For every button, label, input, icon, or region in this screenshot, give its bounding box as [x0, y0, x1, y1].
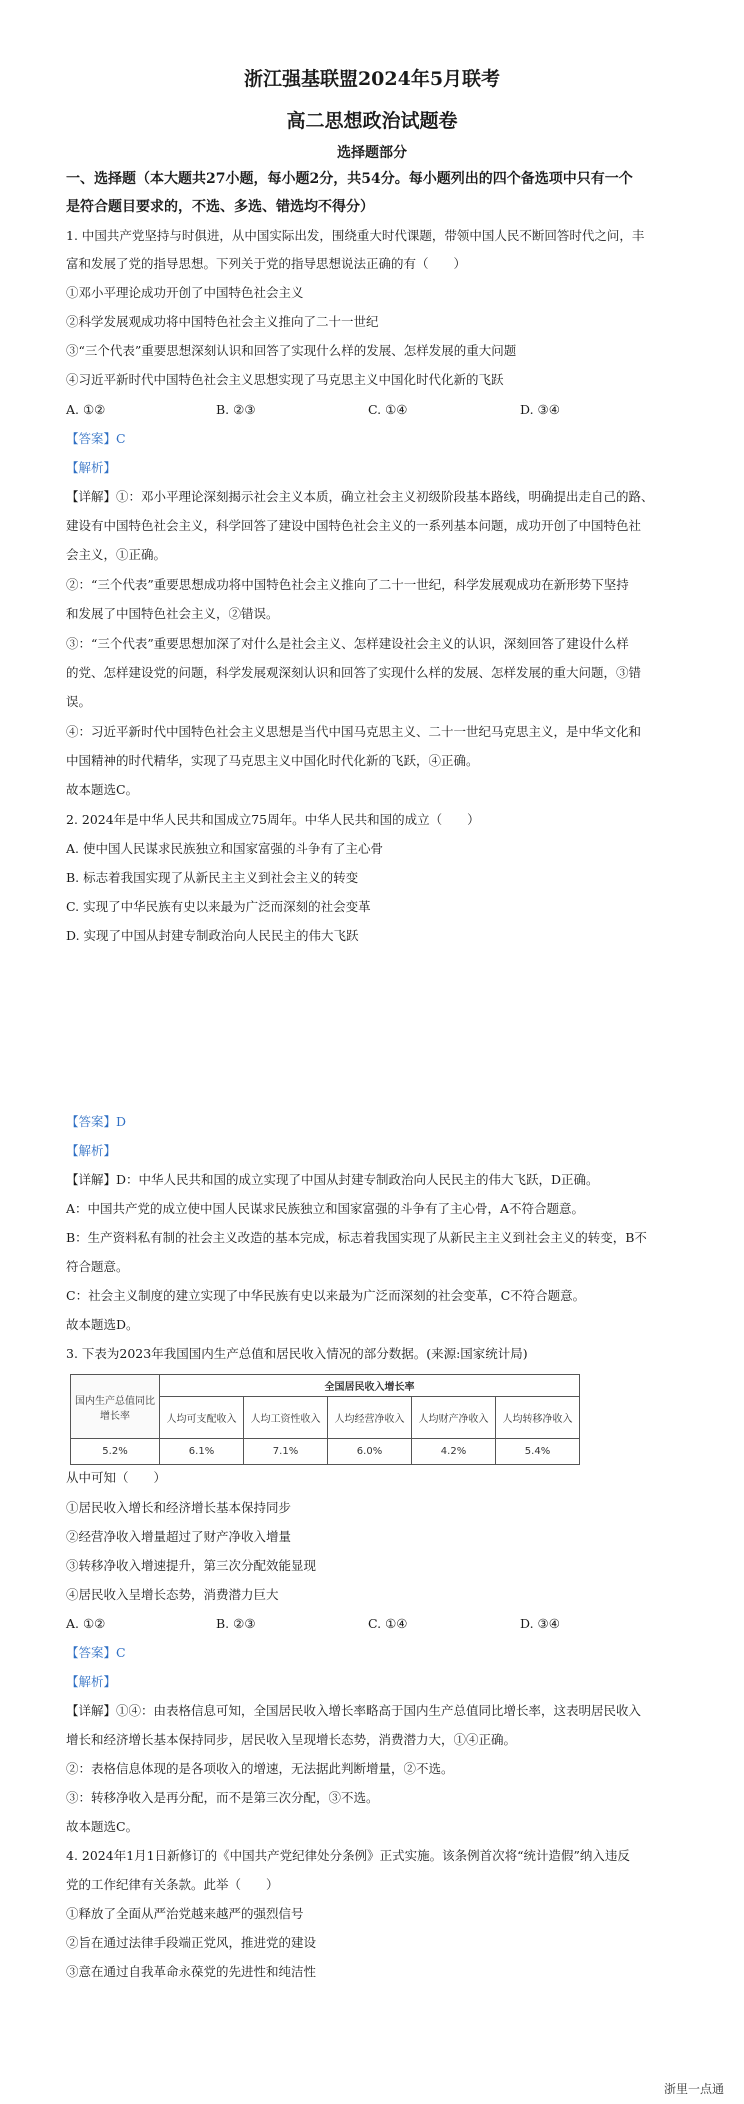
q4-statement-2: ②旨在通过法律手段端正党风，推进党的建设 — [66, 1935, 317, 1950]
col-header-property-income: 人均财产净收入 — [412, 1397, 496, 1439]
q3-explanation-line4: ③：转移净收入是再分配，而不是第三次分配，③不选。 — [66, 1790, 379, 1805]
exam-title: 浙江强基联盟2024年5月联考 — [243, 68, 501, 90]
q1-explanation-line2: 建设有中国特色社会主义，科学回答了建设中国特色社会主义的一系列基本问题，成功开创了中国特色社 — [66, 518, 642, 533]
q2-option-c: C. 实现了中华民族有史以来最为广泛而深刻的社会变革 — [66, 899, 371, 914]
q1-explanation-line3: 会主义，①正确。 — [66, 547, 167, 562]
q1-option-d: D. ③④ — [520, 402, 560, 417]
transfer-income-value: 5.4% — [496, 1439, 580, 1465]
q4-stem-line2: 党的工作纪律有关条款。此举（ ） — [66, 1877, 279, 1892]
q1-option-c: C. ①④ — [368, 402, 408, 417]
disposable-income-value: 6.1% — [160, 1439, 244, 1465]
q4-stem-line1: 4. 2024年1月1日新修订的《中国共产党纪律处分条例》正式实施。该条例首次将“统计造假”纳入违反 — [66, 1848, 630, 1863]
q3-conclusion: 故本题选C。 — [66, 1819, 139, 1834]
col-header-transfer-income: 人均转移净收入 — [496, 1397, 580, 1439]
q1-statement-2: ②科学发展观成功将中国特色社会主义推向了二十一世纪 — [66, 314, 379, 329]
q1-option-b: B. ②③ — [216, 402, 256, 417]
q1-explanation-line10: 中国精神的时代精华，实现了马克思主义中国化时代化新的飞跃，④正确。 — [66, 753, 479, 768]
q1-stem-line2: 富和发展了党的指导思想。下列关于党的指导思想说法正确的有（ ） — [66, 256, 467, 271]
q3-statement-2: ②经营净收入增量超过了财产净收入增量 — [66, 1529, 292, 1544]
q1-conclusion: 故本题选C。 — [66, 782, 139, 797]
q1-analysis-label: 【解析】 — [66, 460, 117, 475]
gdp-growth-header: 国内生产总值同比增长率 — [71, 1375, 160, 1439]
q1-explanation-line9: ④：习近平新时代中国特色社会主义思想是当代中国马克思主义、二十一世纪马克思主义，是中华文化和 — [66, 724, 642, 739]
q2-option-a: A. 使中国人民谋求民族独立和国家富强的斗争有了主心骨 — [66, 841, 383, 856]
q1-explanation-line8: 误。 — [66, 694, 92, 709]
q3-statement-3: ③转移净收入增速提升，第三次分配效能显现 — [66, 1558, 317, 1573]
q3-explanation-line2: 增长和经济增长基本保持同步，居民收入呈现增长态势，消费潜力大，①④正确。 — [66, 1732, 517, 1747]
q1-explanation-line5: 和发展了中国特色社会主义，②错误。 — [66, 606, 279, 621]
q1-explanation-line4: ②：“三个代表”重要思想成功将中国特色社会主义推向了二十一世纪，科学发展观成功在新形势下坚持 — [66, 577, 629, 592]
q2-explanation-line1: 【详解】D：中华人民共和国的成立实现了中国从封建专制政治向人民民主的伟大飞跃，D正确。 — [66, 1172, 599, 1187]
wage-income-value: 7.1% — [244, 1439, 328, 1465]
q2-explanation-line3: B：生产资料私有制的社会主义改造的基本完成，标志着我国实现了从新民主主义到社会主义的转变，B不 — [66, 1230, 647, 1245]
section-instruction-line1: 一、选择题（本大题共27小题，每小题2分，共54分。每小题列出的四个备选项中只有一个 — [66, 171, 633, 187]
col-header-business-income: 人均经营净收入 — [328, 1397, 412, 1439]
q1-statement-4: ④习近平新时代中国特色社会主义思想实现了马克思主义中国化时代化新的飞跃 — [66, 372, 504, 387]
q4-statement-1: ①释放了全面从严治党越来越严的强烈信号 — [66, 1906, 304, 1921]
part-heading: 选择题部分 — [337, 145, 407, 161]
col-header-disposable-income: 人均可支配收入 — [160, 1397, 244, 1439]
q1-explanation-line6: ③：“三个代表”重要思想加深了对什么是社会主义、怎样建设社会主义的认识，深刻回答了建设什么样 — [66, 636, 629, 651]
q1-stem-line1: 1. 中国共产党坚持与时俱进，从中国实际出发，围绕重大时代课题，带领中国人民不断回答时代之问，丰 — [66, 228, 645, 243]
footer-watermark: 浙里一点通 — [663, 2082, 724, 2096]
q1-answer: 【答案】C — [66, 431, 126, 446]
q2-option-d: D. 实现了中国从封建专制政治向人民民主的伟大飞跃 — [66, 928, 359, 943]
q2-explanation-line5: C：社会主义制度的建立实现了中华民族有史以来最为广泛而深刻的社会变革，C不符合题意。 — [66, 1288, 586, 1303]
property-income-value: 4.2% — [412, 1439, 496, 1465]
q1-explanation-line7: 的党、怎样建设党的问题，科学发展观深刻认识和回答了实现什么样的发展、怎样发展的重大问题，③错 — [66, 665, 642, 680]
q2-answer: 【答案】D — [66, 1114, 127, 1129]
q1-statement-3: ③“三个代表”重要思想深刻认识和回答了实现什么样的发展、怎样发展的重大问题 — [66, 343, 517, 358]
q3-analysis-label: 【解析】 — [66, 1674, 117, 1689]
q3-option-c: C. ①④ — [368, 1616, 408, 1631]
q3-question: 从中可知（ ） — [66, 1470, 167, 1485]
gdp-growth-value: 5.2% — [71, 1439, 160, 1465]
q1-option-a: A. ①② — [66, 402, 106, 417]
q3-stem: 3. 下表为2023年我国国内生产总值和居民收入情况的部分数据。(来源:国家统计局) — [66, 1346, 528, 1361]
q3-explanation-line1: 【详解】①④：由表格信息可知，全国居民收入增长率略高于国内生产总值同比增长率，这表明居民收入 — [66, 1703, 642, 1718]
income-data-table — [70, 1374, 580, 1465]
col-header-wage-income: 人均工资性收入 — [244, 1397, 328, 1439]
q1-statement-1: ①邓小平理论成功开创了中国特色社会主义 — [66, 285, 304, 300]
q2-explanation-line4: 符合题意。 — [66, 1259, 129, 1274]
q3-option-d: D. ③④ — [520, 1616, 560, 1631]
q2-option-b: B. 标志着我国实现了从新民主主义到社会主义的转变 — [66, 870, 359, 885]
section-instruction-line2: 是符合题目要求的，不选、多选、错选均不得分） — [66, 199, 374, 215]
q2-explanation-line2: A：中国共产党的成立使中国人民谋求民族独立和国家富强的斗争有了主心骨，A不符合题意。 — [66, 1201, 585, 1216]
q3-answer: 【答案】C — [66, 1645, 126, 1660]
income-growth-group-header: 全国居民收入增长率 — [160, 1375, 580, 1397]
q3-explanation-line3: ②：表格信息体现的是各项收入的增速，无法据此判断增量，②不选。 — [66, 1761, 454, 1776]
q4-statement-3: ③意在通过自我革命永葆党的先进性和纯洁性 — [66, 1964, 317, 1979]
q3-option-a: A. ①② — [66, 1616, 106, 1631]
q3-statement-1: ①居民收入增长和经济增长基本保持同步 — [66, 1500, 292, 1515]
q2-analysis-label: 【解析】 — [66, 1143, 117, 1158]
q1-explanation-line1: 【详解】①：邓小平理论深刻揭示社会主义本质，确立社会主义初级阶段基本路线，明确提出走自己的路、 — [66, 489, 654, 504]
q3-statement-4: ④居民收入呈增长态势，消费潜力巨大 — [66, 1587, 279, 1602]
business-income-value: 6.0% — [328, 1439, 412, 1465]
exam-subtitle: 高二思想政治试题卷 — [286, 110, 458, 132]
q2-conclusion: 故本题选D。 — [66, 1317, 139, 1332]
q3-option-b: B. ②③ — [216, 1616, 256, 1631]
q2-stem: 2. 2024年是中华人民共和国成立75周年。中华人民共和国的成立（ ） — [66, 812, 480, 827]
